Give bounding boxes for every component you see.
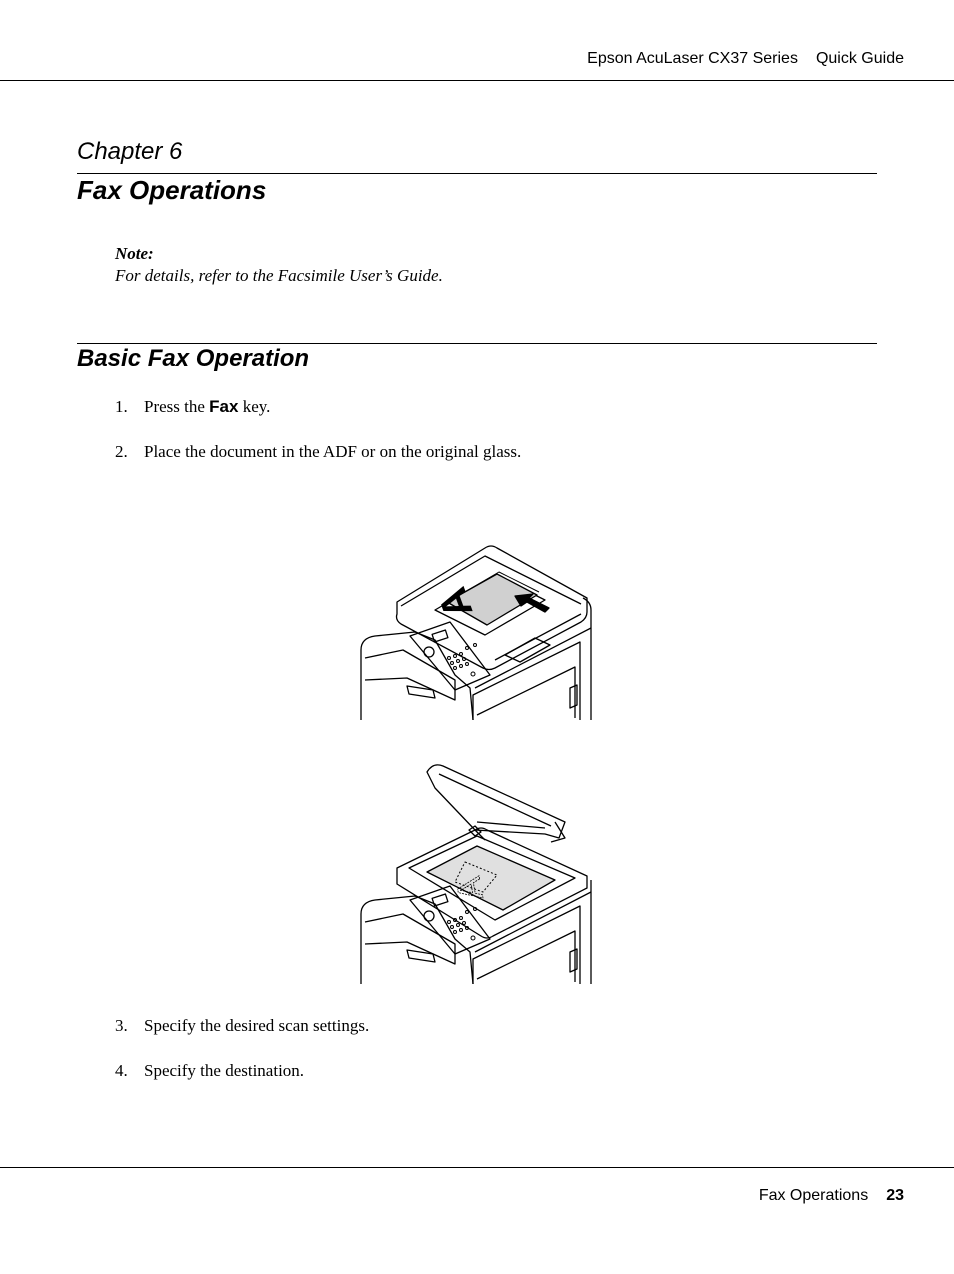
step-number: 4. (115, 1061, 128, 1080)
glass-loading-illustration (355, 760, 600, 986)
step-1 (115, 397, 270, 417)
adf-document-letter: A (430, 581, 482, 624)
section-title: Basic Fax Operation (77, 345, 310, 372)
chapter-rule (77, 173, 877, 174)
header-rule (0, 80, 954, 81)
step-number: 2. (115, 442, 128, 461)
adf-loading-illustration (355, 540, 600, 722)
note-label: Note: (115, 244, 154, 263)
note-text: For details, refer to the Facsimile User’s Guide. (115, 266, 443, 285)
footer-section: Fax Operations (758, 1187, 869, 1204)
step-text: Place the document in the ADF or on the original glass. (144, 442, 522, 461)
note-block (115, 243, 443, 287)
header-guide: Quick Guide (815, 50, 904, 67)
step-number: 3. (115, 1016, 128, 1035)
step-3 (115, 1016, 369, 1036)
step-2 (115, 442, 521, 462)
running-header (587, 50, 904, 68)
header-product: Epson AcuLaser CX37 Series (587, 50, 798, 67)
step-number: 1. (115, 397, 128, 416)
footer-rule (0, 1167, 954, 1168)
running-footer (759, 1187, 904, 1205)
step-text: Specify the desired scan settings. (144, 1016, 370, 1035)
step-text-end: key. (238, 397, 271, 416)
chapter-label: Chapter 6 (77, 138, 183, 165)
section-rule (77, 343, 877, 344)
chapter-title: Fax Operations (77, 175, 267, 205)
glass-document-letter: A (449, 874, 491, 904)
fax-key-label: Fax (209, 397, 239, 416)
step-4 (115, 1061, 304, 1081)
step-text: Specify the destination. (144, 1061, 305, 1080)
page-number: 23 (886, 1187, 904, 1204)
step-text: Press the (144, 397, 210, 416)
